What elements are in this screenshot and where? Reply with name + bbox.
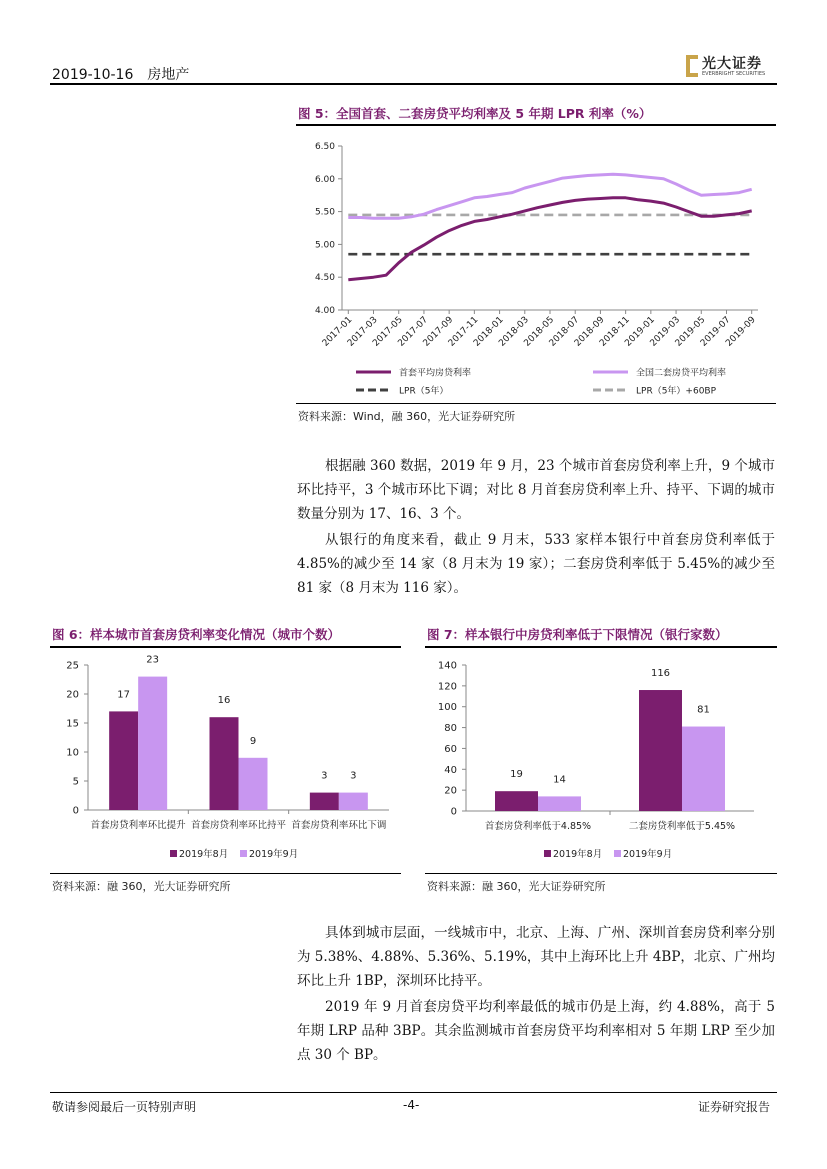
fig6-legend-swatch: [240, 850, 247, 857]
fig7-y-tick-label: 100: [437, 702, 457, 714]
fig5-legend: [356, 367, 726, 397]
fig6-legend-swatch: [170, 850, 177, 857]
fig5-top-rule: [296, 124, 776, 126]
fig6-category-label: 首套房贷利率环比提升: [90, 820, 186, 831]
fig6-bar-value-label: 23: [146, 654, 160, 666]
fig7-top-rule: [425, 646, 777, 648]
logo-mark-inner: [690, 59, 698, 73]
fig5-y-tick-label: 5.00: [314, 240, 335, 251]
paragraph-1: 根据融 360 数据，2019 年 9 月，23 个城市首套房贷利率上升，9 个城市环比持平，3 个城市环比下调；对比 8 月首套房贷利率上升、持平、下调的城市数量分别为 17、16、3 个。: [297, 458, 775, 522]
fig6-legend: [170, 848, 298, 860]
fig6-category-label: 首套房贷利率环比持平: [190, 820, 287, 831]
fig7-bar-value-label: 81: [697, 704, 710, 716]
fig5-x-tick-label: 2019-05: [673, 315, 708, 349]
fig5-legend-label: 全国二套房贷平均利率: [636, 368, 727, 379]
fig7-category-label: 二套房贷利率低于5.45%: [628, 821, 736, 832]
fig5-y-tick-label: 6.00: [314, 174, 335, 185]
fig7-bar: [538, 796, 581, 811]
logo-cn: 光大证券: [702, 56, 762, 72]
fig6-bar: [239, 758, 268, 810]
fig6-y-tick-label: 0: [72, 805, 79, 817]
fig6-bar-value-label: 17: [117, 689, 131, 701]
fig7-y-tick-label: 40: [444, 764, 457, 776]
fig5-axes: [315, 142, 758, 349]
fig5-x-tick-label: 2017-11: [446, 315, 481, 349]
fig5-legend-label: 首套平均房贷利率: [399, 368, 472, 379]
fig7-bottom-rule: [425, 873, 777, 874]
fig6-bar: [210, 717, 239, 810]
fig6-bar-value-label: 16: [217, 695, 231, 707]
logo-en: EVERBRIGHT SECURITIES: [702, 71, 766, 77]
fig7-chart: [425, 649, 777, 873]
fig7-y-tick-label: 80: [444, 723, 457, 735]
footer-rule: [50, 1092, 777, 1093]
fig7-y-tick-label: 60: [444, 743, 457, 755]
fig7-y-tick-label: 20: [444, 785, 457, 797]
fig5-x-tick-label: 2019-07: [698, 315, 733, 349]
fig7-legend-swatch: [614, 850, 621, 857]
fig6-source: 资料来源：融 360，光大证券研究所: [52, 880, 231, 893]
paragraph-3: 具体到城市层面，一线城市中，北京、上海、广州、深圳首套房贷利率分别为 5.38%、4.88%、5.36%、5.19%，其中上海环比上升 4BP，北京、广州均环比上升 1BP，深圳环比持平。: [297, 925, 775, 989]
fig5-bottom-rule: [296, 403, 776, 404]
fig7-legend-label: 2019年9月: [623, 849, 673, 860]
fig6-category-label: 首套房贷利率环比下调: [291, 820, 387, 831]
fig7-title: 图 7：样本银行中房贷利率低于下限情况（银行家数）: [427, 627, 728, 642]
fig6-legend-label: 2019年8月: [179, 849, 229, 860]
fig7-bars: [495, 668, 725, 811]
fig6-y-tick-label: 10: [66, 747, 79, 759]
fig5-x-tick-label: 2019-03: [648, 315, 683, 349]
fig7-bar: [682, 727, 725, 811]
fig7-bar: [639, 690, 682, 811]
fig5-x-tick-label: 2018-07: [547, 315, 582, 349]
fig7-legend-label: 2019年8月: [553, 849, 603, 860]
fig6-y-tick-label: 25: [66, 660, 79, 672]
fig6-bar-value-label: 9: [249, 735, 257, 747]
fig6-bar: [339, 793, 368, 810]
fig6-chart: [50, 649, 401, 873]
report-date: [52, 64, 189, 84]
fig7-y-tick-label: 0: [450, 806, 457, 818]
fig5-x-tick-label: 2019-09: [724, 315, 758, 349]
fig5-x-tick-label: 2018-01: [472, 315, 506, 349]
paragraph-4: 2019 年 9 月首套房贷平均利率最低的城市仍是上海，约 4.88%，高于 5 年期 LRP 品种 3BP。其余监测城市首套房贷平均利率相对 5 年期 LRP 至少加点 30 个 BP。: [297, 999, 775, 1063]
fig6-y-tick-label: 20: [66, 689, 79, 701]
fig7-y-tick-label: 140: [437, 660, 457, 672]
fig5-x-tick-label: 2017-07: [396, 315, 431, 349]
fig6-y-tick-label: 5: [72, 776, 79, 788]
fig6-legend-label: 2019年9月: [249, 849, 299, 860]
fig6-bar: [138, 677, 167, 810]
footer-disclaimer: 敬请参阅最后一页特别声明: [52, 1100, 197, 1114]
fig5-source: 资料来源：Wind，融 360，光大证券研究所: [298, 410, 516, 423]
fig5-legend-label: LPR（5年）: [399, 386, 449, 397]
fig5-x-tick-label: 2018-09: [572, 315, 607, 349]
company-logo: [686, 53, 780, 79]
fig6-bottom-rule: [50, 873, 401, 874]
fig5-x-tick-label: 2017-09: [421, 315, 456, 349]
fig6-bar: [310, 793, 339, 810]
footer-page-number: -4-: [403, 1098, 420, 1112]
report-date-text: 2019-10-16: [52, 67, 134, 83]
fig5-x-tick-label: 2018-11: [598, 315, 632, 349]
fig6-bar-value-label: 3: [321, 770, 328, 782]
fig6-bar-value-label: 3: [350, 770, 357, 782]
fig6-bar: [109, 711, 138, 810]
report-sector: 房地产: [147, 67, 190, 83]
fig7-y-tick-label: 120: [437, 681, 457, 693]
fig6-bars: [109, 655, 368, 810]
fig5-y-tick-label: 4.00: [314, 306, 335, 316]
fig7-category-label: 首套房贷利率低于4.85%: [484, 821, 592, 832]
fig5-x-tick-label: 2018-03: [497, 315, 531, 349]
fig5-chart: [296, 127, 776, 403]
fig7-bar-value-label: 14: [553, 774, 566, 786]
fig7-legend-swatch: [544, 850, 551, 857]
fig7-legend: [544, 848, 672, 860]
fig6-y-tick-label: 15: [66, 718, 79, 730]
fig5-title: 图 5：全国首套、二套房贷平均利率及 5 年期 LPR 利率（%）: [298, 106, 652, 121]
fig5-x-tick-label: 2017-01: [320, 315, 355, 349]
fig5-x-tick-label: 2017-05: [371, 315, 405, 349]
fig5-y-tick-label: 6.50: [314, 142, 335, 152]
fig7-bar-value-label: 19: [510, 769, 523, 781]
fig5-y-tick-label: 5.50: [314, 207, 335, 218]
fig7-source: 资料来源：融 360，光大证券研究所: [427, 880, 606, 893]
fig5-lines: [348, 174, 751, 280]
paragraph-2: 从银行的角度来看，截止 9 月末，533 家样本银行中首套房贷利率低于 4.85%的减少至 14 家（8 月末为 19 家）；二套房贷利率低于 5.45%的减少至 81 家（8 月末为 116 家）。: [297, 532, 775, 596]
fig5-legend-label: LPR（5年）+60BP: [636, 386, 717, 397]
header-rule: [50, 83, 777, 85]
fig6-title: 图 6：样本城市首套房贷利率变化情况（城市个数）: [52, 627, 341, 642]
fig5-series-line-0: [348, 198, 751, 280]
fig5-x-tick-label: 2017-03: [345, 315, 380, 349]
fig7-bar-value-label: 116: [650, 668, 671, 680]
footer-report-type: 证券研究报告: [698, 1100, 771, 1114]
fig5-y-tick-label: 4.50: [314, 273, 335, 284]
fig7-bar: [495, 791, 538, 811]
fig6-top-rule: [50, 646, 401, 648]
fig5-x-tick-label: 2018-05: [522, 315, 557, 349]
fig5-x-tick-label: 2019-01: [623, 315, 657, 349]
